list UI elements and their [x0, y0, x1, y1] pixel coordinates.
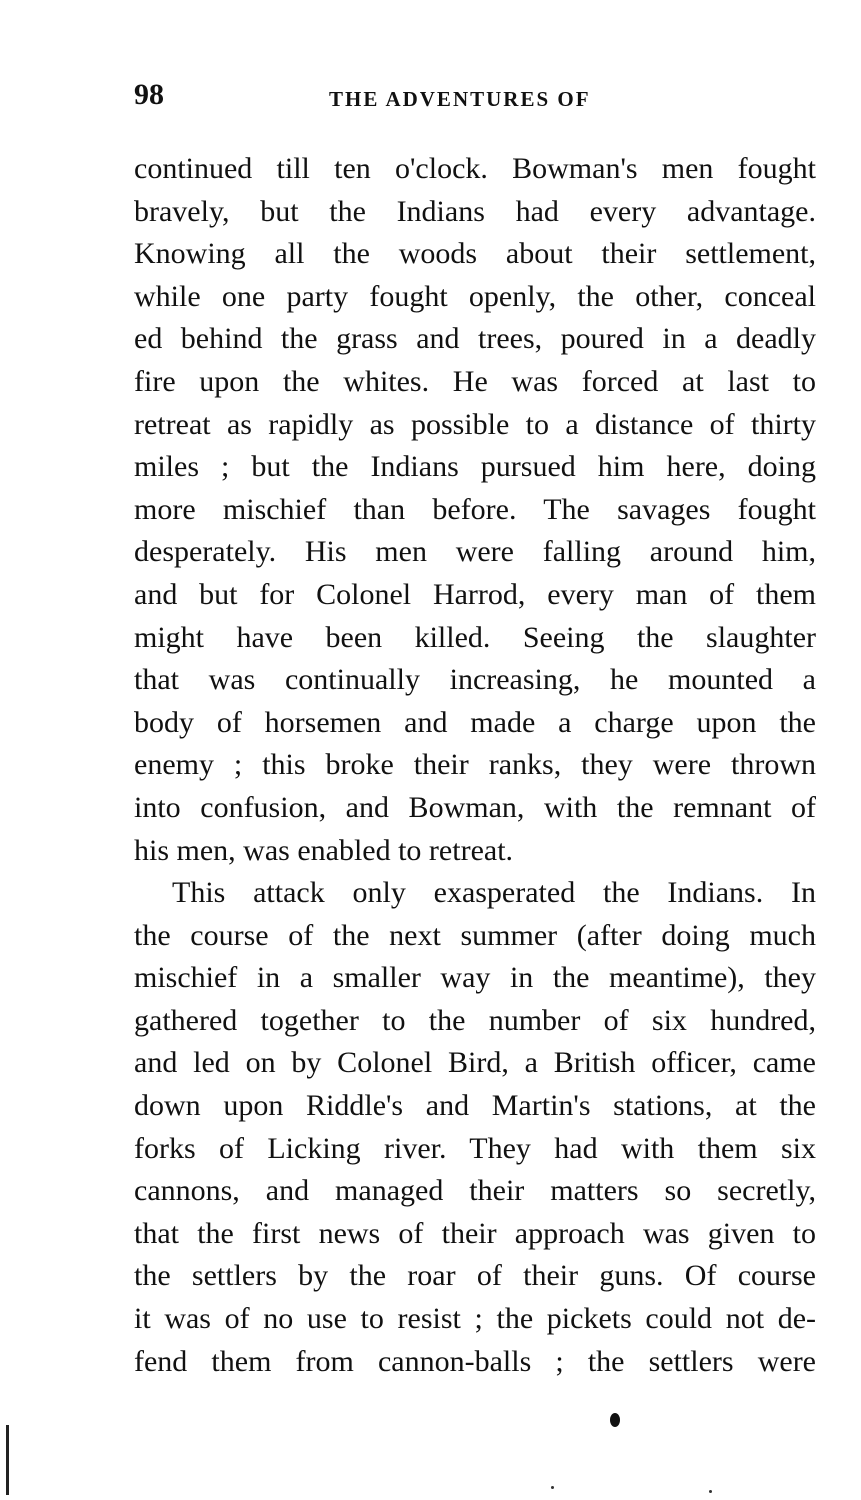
text-line: mischief in a smaller way in the meantime), they — [134, 961, 816, 995]
text-line: Knowing all the woods about their settlement, — [134, 237, 816, 271]
text-line: fend them from cannon-balls ; the settlers were — [134, 1344, 816, 1378]
text-line: desperately. His men were falling around him, — [134, 535, 816, 569]
text-line: while one party fought openly, the other, conceal — [134, 279, 816, 313]
running-head: THE ADVENTURES OF — [329, 87, 591, 111]
text-line: cannons, and managed their matters so secretly, — [134, 1174, 816, 1208]
text-line: down upon Riddle's and Martin's stations, at the — [134, 1089, 816, 1123]
text-line: retreat as rapidly as possible to a distance of thirty — [134, 407, 816, 441]
paragraph-2 — [134, 872, 816, 1383]
text-line: This attack only exasperated the Indians. In — [172, 876, 816, 910]
body-text — [134, 148, 816, 1383]
ink-dot — [610, 1413, 620, 1427]
text-line: his men, was enabled to retreat. — [134, 833, 514, 867]
text-line: and but for Colonel Harrod, every man of them — [134, 577, 816, 611]
text-line: fire upon the whites. He was forced at last to — [134, 364, 816, 398]
text-line: forks of Licking river. They had with them six — [134, 1131, 816, 1165]
text-line: that the first news of their approach was given to — [134, 1216, 816, 1250]
speck-mark — [709, 1490, 712, 1493]
text-line: the settlers by the roar of their guns. Of course — [134, 1259, 816, 1293]
text-line: into confusion, and Bowman, with the remnant of — [134, 790, 816, 824]
text-line: that was continually increasing, he mounted a — [134, 663, 816, 697]
text-line: ed behind the grass and trees, poured in a deadly — [134, 322, 816, 356]
page-edge-mark — [6, 1425, 9, 1495]
text-line: miles ; but the Indians pursued him here, doing — [134, 450, 816, 484]
page-number: 98 — [134, 78, 164, 111]
text-line: body of horsemen and made a charge upon the — [134, 705, 816, 739]
text-line: gathered together to the number of six hundred, — [134, 1003, 816, 1037]
text-line: enemy ; this broke their ranks, they were thrown — [134, 748, 816, 782]
speck-mark — [551, 1486, 554, 1489]
text-line: might have been killed. Seeing the slaughter — [134, 620, 816, 654]
text-line: and led on by Colonel Bird, a British officer, came — [134, 1046, 816, 1080]
text-line: the course of the next summer (after doing much — [134, 918, 816, 952]
text-line: more mischief than before. The savages fought — [134, 492, 816, 526]
text-line: bravely, but the Indians had every advantage. — [134, 194, 816, 228]
text-line: continued till ten o'clock. Bowman's men fought — [134, 152, 816, 185]
page-header — [134, 78, 824, 118]
paragraph-1 — [134, 148, 816, 872]
text-line: it was of no use to resist ; the pickets could not de- — [134, 1302, 816, 1336]
